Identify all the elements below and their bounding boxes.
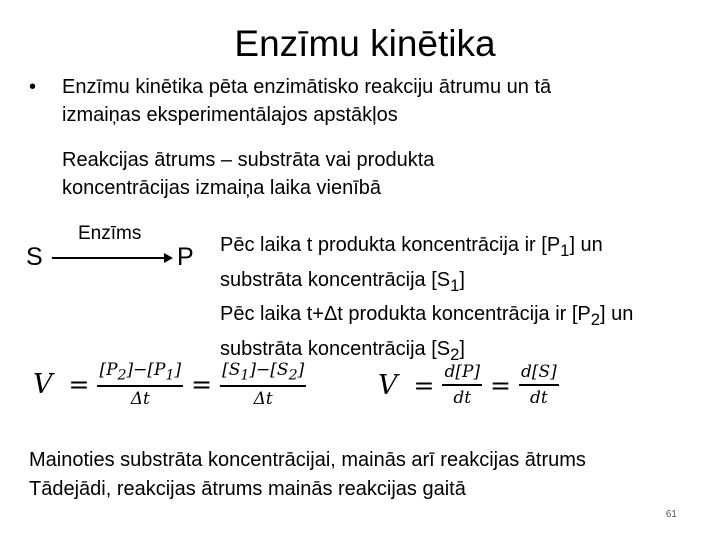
fraction-numerator: $[S_1]-[S_2]$ (220, 360, 306, 387)
description-line-2: substrāta koncentrācija $[S_1]$ (220, 268, 465, 295)
definition-line-2: koncentrācijas izmaiņa laika vienībā (62, 177, 382, 199)
formula-equals: = (191, 370, 213, 400)
fraction-product-delta (97, 360, 183, 409)
bullet-text (62, 73, 689, 129)
substrate-label: S (26, 243, 43, 271)
fraction-numerator: d[S] (519, 362, 559, 386)
fraction-denominator: Δt (253, 389, 273, 410)
bullet-line-1: Enzīmu kinētika pēta enzimātisko reakciju ātrumu un tā (62, 76, 552, 98)
fraction-substrate-delta (220, 360, 306, 409)
definition-line-1: Reakcijas ātrums – substrāta vai produkta (62, 149, 435, 171)
description-line-4: substrāta koncentrācija $[S_2]$ (220, 337, 465, 364)
formula-v: V (33, 369, 53, 401)
description-line-3: Pēc laika t+Δt produkta koncentrācija ir $[P_2]$ un (220, 303, 634, 329)
concentration-description (220, 231, 715, 369)
bullet-line-2: izmaiņas eksperimentālajos apstākļos (62, 104, 398, 126)
rate-formula-derivative (378, 362, 559, 408)
fraction-denominator: dt (453, 388, 472, 408)
fraction-numerator: d[P] (442, 362, 482, 386)
page-number: 61 (665, 509, 677, 520)
fraction-denominator: dt (530, 388, 548, 408)
bullet-dot-icon: • (29, 76, 37, 98)
slide-title: Enzīmu kinētika (234, 23, 496, 64)
formula-v: V (378, 369, 398, 401)
fraction-denominator: Δt (130, 389, 150, 410)
rate-formula-delta (33, 360, 306, 409)
fraction-product-derivative (442, 362, 482, 408)
product-label: P (177, 243, 194, 271)
bullet-item (29, 73, 689, 129)
conclusion-line-2: Tādejādi, reakcijas ātrums mainās reakcijas gaitā (29, 477, 466, 500)
fraction-numerator: $[P_2]-[P_1]$ (97, 360, 183, 387)
reaction-arrow-icon (52, 252, 174, 264)
formula-equals: = (68, 370, 90, 400)
conclusion-line-1: Mainoties substrāta koncentrācijai, mainās arī reakcijas ātrums (29, 449, 586, 471)
formula-equals: = (413, 370, 435, 400)
enzyme-label: Enzīms (78, 223, 142, 244)
conclusion (29, 446, 709, 503)
fraction-substrate-derivative (519, 362, 559, 408)
description-line-1: Pēc laika t produkta koncentrācija ir $[P_1]$ un (220, 234, 603, 260)
definition (62, 146, 662, 202)
formula-equals: = (490, 370, 511, 400)
